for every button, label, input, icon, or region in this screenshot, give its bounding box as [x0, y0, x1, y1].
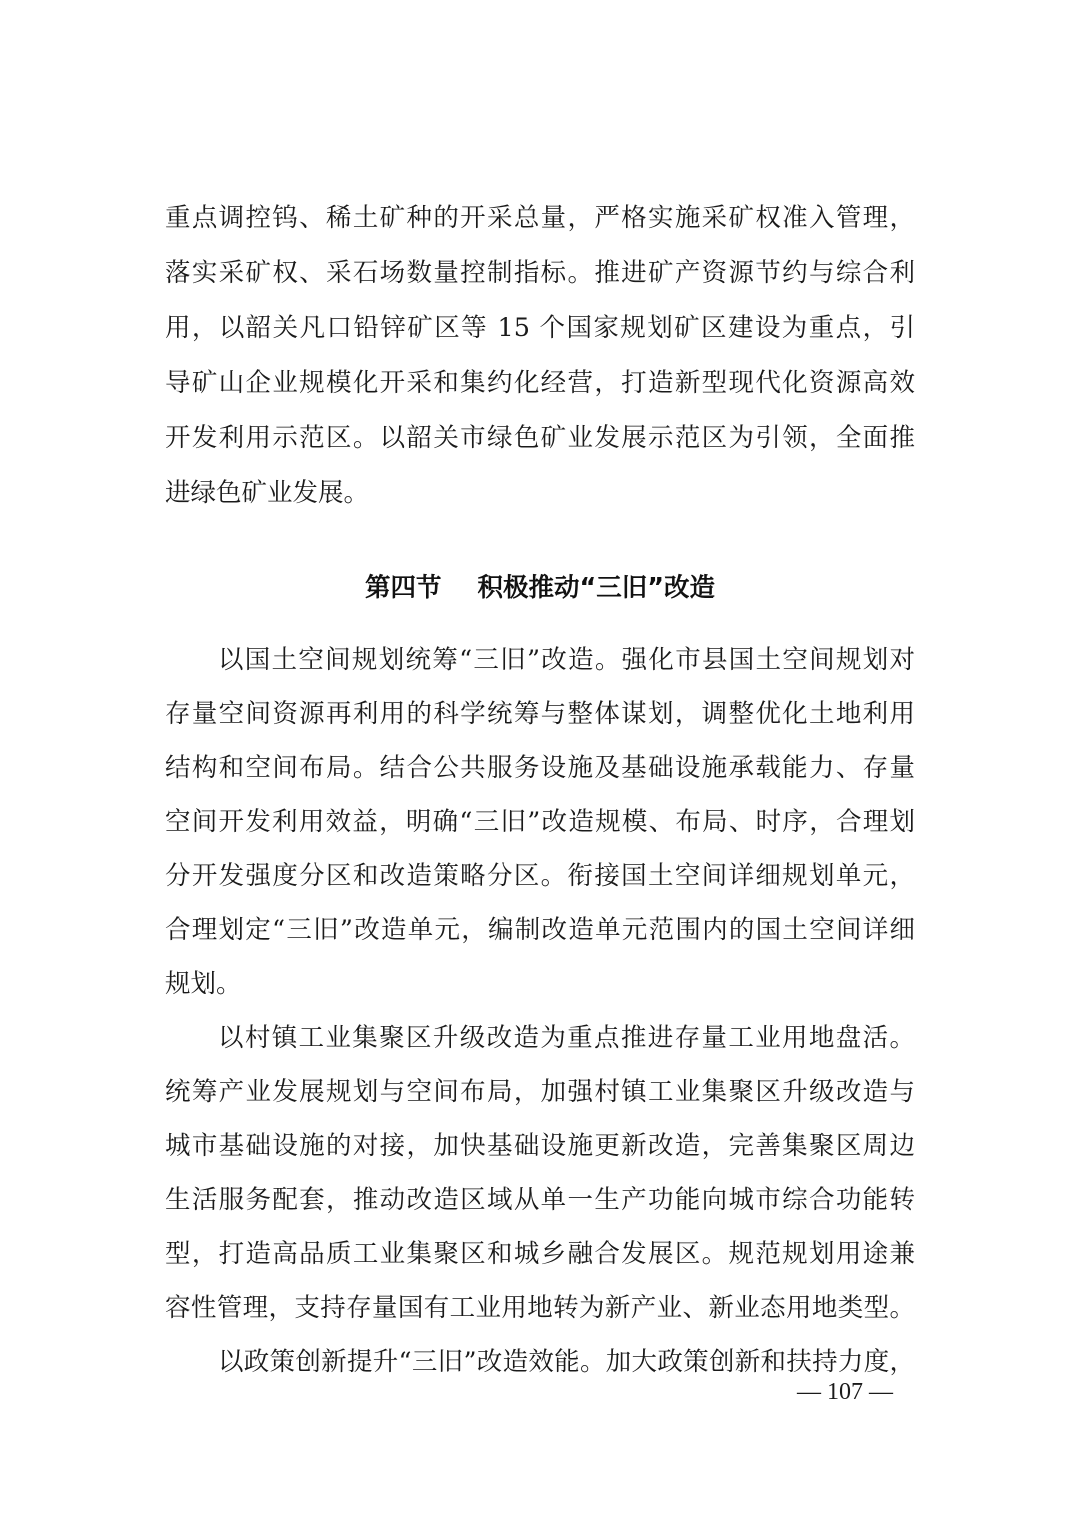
text-line: 以政策创新提升“三旧”改造效能。加大政策创新和扶持力度， [218, 1347, 915, 1377]
section-number: 第四节 [364, 573, 442, 603]
text-line: 存量空间资源再利用的科学统筹与整体谋划，调整优化土地利用 [165, 699, 915, 729]
text-line: 规划。 [165, 969, 242, 999]
text-line: 生活服务配套，推动改造区域从单一生产功能向城市综合功能转 [165, 1185, 915, 1215]
text-line: 导矿山企业规模化开采和集约化经营，打造新型现代化资源高效 [165, 368, 915, 398]
text-line: 型，打造高品质工业集聚区和城乡融合发展区。规范规划用途兼 [165, 1239, 915, 1269]
text-line: 统筹产业发展规划与空间布局，加强村镇工业集聚区升级改造与 [165, 1077, 915, 1107]
text-line: 分开发强度分区和改造策略分区。衔接国土空间详细规划单元， [165, 861, 915, 891]
text-line: 结构和空间布局。结合公共服务设施及基础设施承载能力、存量 [165, 753, 915, 783]
page-number: — 107 — [797, 1379, 893, 1405]
text-line: 以国土空间规划统筹“三旧”改造。强化市县国土空间规划对 [218, 645, 915, 675]
text-line: 重点调控钨、稀土矿种的开采总量，严格实施采矿权准入管理， [165, 203, 915, 233]
text-line: 用，以韶关凡口铅锌矿区等 15 个国家规划矿区建设为重点，引 [165, 313, 915, 343]
section-title: 积极推动“三旧”改造 [477, 573, 716, 603]
text-line: 容性管理，支持存量国有工业用地转为新产业、新业态用地类型。 [165, 1293, 915, 1323]
text-line: 以村镇工业集聚区升级改造为重点推进存量工业用地盘活。 [218, 1023, 915, 1053]
text-line: 开发利用示范区。以韶关市绿色矿业发展示范区为引领，全面推 [165, 423, 915, 453]
text-line: 城市基础设施的对接，加快基础设施更新改造，完善集聚区周边 [165, 1131, 915, 1161]
section-heading [0, 568, 1080, 608]
text-line: 落实采矿权、采石场数量控制指标。推进矿产资源节约与综合利 [165, 258, 915, 288]
text-line: 空间开发利用效益，明确“三旧”改造规模、布局、时序，合理划 [165, 807, 915, 837]
text-line: 合理划定“三旧”改造单元，编制改造单元范围内的国土空间详细 [165, 915, 915, 945]
text-line: 进绿色矿业发展。 [165, 478, 370, 508]
